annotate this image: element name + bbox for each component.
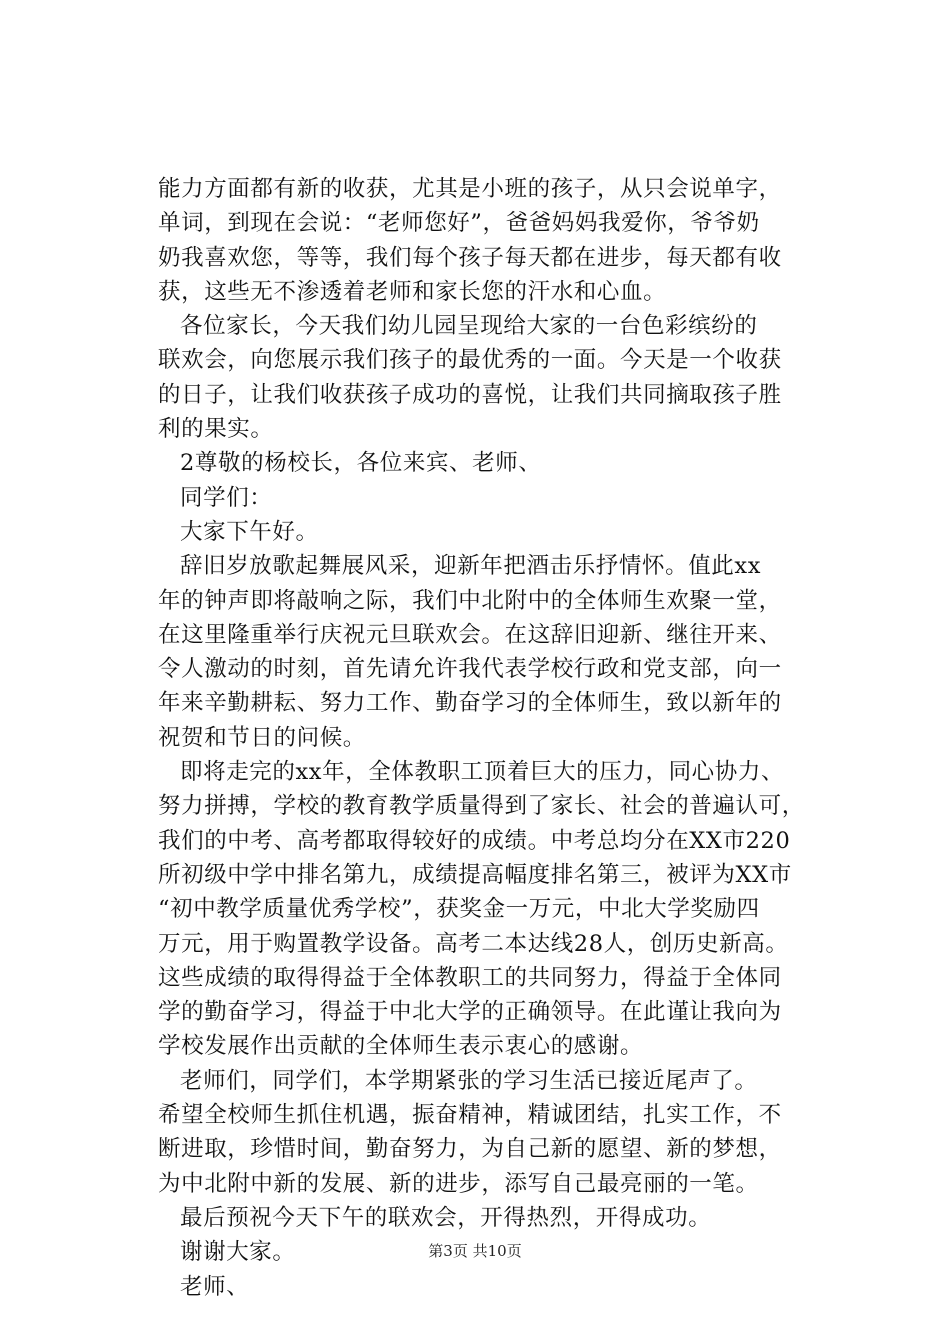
- text-line: 学校发展作出贡献的全体师生表示衷心的感谢。: [158, 1033, 644, 1060]
- text-line: 所初级中学中排名第九，成绩提高幅度排名第三，被评为XX市: [158, 861, 792, 888]
- text-line: 奶我喜欢您，等等，我们每个孩子每天都在进步，每天都有收: [158, 244, 782, 271]
- text-line: 即将走完的xx年，全体教职工顶着巨大的压力，同心协力、: [180, 759, 785, 786]
- text-line: 万元，用于购置教学设备。高考二本达线28人，创历史新高。: [158, 930, 789, 957]
- text-line: 老师、: [180, 1273, 250, 1300]
- page-number-footer: 第3页 共10页: [428, 1242, 522, 1260]
- text-line: 希望全校师生抓住机遇，振奋精神，精诚团结，扎实工作，不: [158, 1102, 782, 1129]
- text-line: “初中教学质量优秀学校”，获奖金一万元，中北大学奖励四: [158, 896, 760, 923]
- text-line: 学的勤奋学习，得益于中北大学的正确领导。在此谨让我向为: [158, 999, 782, 1026]
- text-line: 2尊敬的杨校长，各位来宾、老师、: [180, 450, 542, 477]
- text-line: 努力拼搏，学校的教育教学质量得到了家长、社会的普遍认可，: [158, 793, 805, 820]
- text-line: 老师们，同学们，本学期紧张的学习生活已接近尾声了。: [180, 1067, 758, 1094]
- text-line: 大家下午好。: [180, 518, 319, 545]
- text-line: 各位家长，今天我们幼儿园呈现给大家的一台色彩缤纷的: [180, 313, 758, 340]
- text-line: 为中北附中新的发展、新的进步，添写自己最亮丽的一笔。: [158, 1170, 759, 1197]
- text-line: 这些成绩的取得得益于全体教职工的共同努力，得益于全体同: [158, 964, 782, 991]
- text-line: 利的果实。: [158, 416, 274, 443]
- text-line: 获，这些无不渗透着老师和家长您的汗水和心血。: [158, 278, 667, 305]
- text-line: 祝贺和节日的问候。: [158, 724, 366, 751]
- text-line: 辞旧岁放歌起舞展风采，迎新年把酒击乐抒情怀。值此xx: [180, 553, 761, 580]
- text-line: 单词，到现在会说：“老师您好”，爸爸妈妈我爱你，爷爷奶: [158, 210, 760, 237]
- text-line: 谢谢大家。: [180, 1239, 296, 1266]
- text-line: 最后预祝今天下午的联欢会，开得热烈，开得成功。: [180, 1204, 712, 1231]
- text-line: 在这里隆重举行庆祝元旦联欢会。在这辞旧迎新、继往开来、: [158, 621, 782, 648]
- text-line: 能力方面都有新的收获，尤其是小班的孩子，从只会说单字，: [158, 176, 782, 202]
- text-line: 年来辛勤耕耘、努力工作、勤奋学习的全体师生，致以新年的: [158, 690, 782, 717]
- text-line: 联欢会，向您展示我们孩子的最优秀的一面。今天是一个收获: [158, 347, 782, 374]
- text-line: 令人激动的时刻，首先请允许我代表学校行政和党支部，向一: [158, 656, 782, 683]
- document-body: [158, 172, 838, 1304]
- text-line: 我们的中考、高考都取得较好的成绩。中考总均分在XX市220: [158, 827, 791, 854]
- text-line: 断进取，珍惜时间，勤奋努力，为自己新的愿望、新的梦想，: [158, 1136, 782, 1163]
- text-line: 年的钟声即将敲响之际，我们中北附中的全体师生欢聚一堂，: [158, 587, 782, 614]
- text-line: 同学们：: [180, 484, 273, 511]
- text-line: 的日子，让我们收获孩子成功的喜悦，让我们共同摘取孩子胜: [158, 381, 782, 408]
